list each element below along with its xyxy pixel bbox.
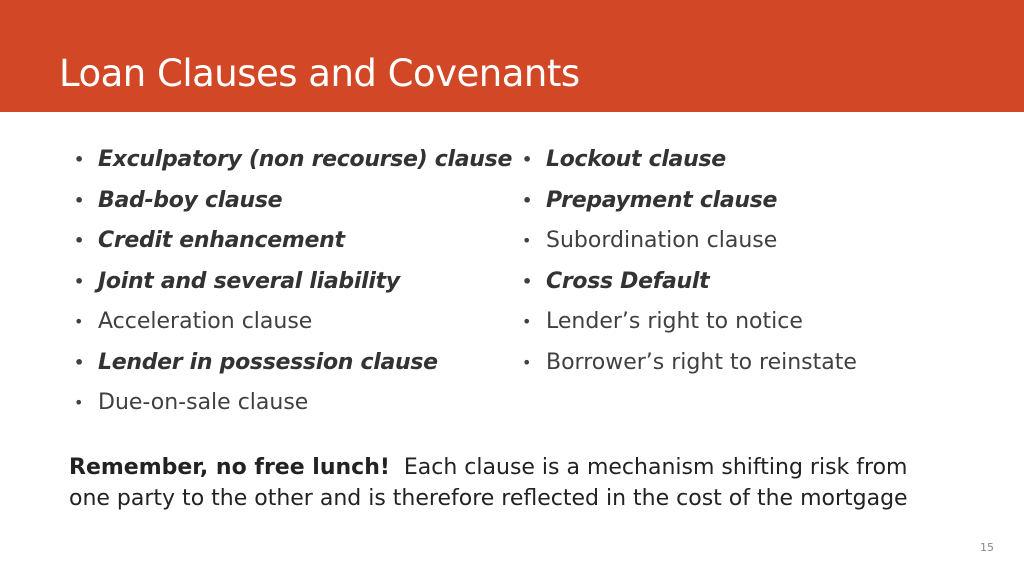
bullet-icon: • — [74, 352, 84, 372]
list-item — [74, 262, 514, 303]
list-item-text: Cross Default — [546, 268, 710, 294]
list-item-text: Due-on-sale clause — [98, 390, 309, 415]
bullet-icon: • — [522, 352, 532, 372]
list-item — [74, 140, 514, 181]
list-item-text: Acceleration clause — [98, 309, 313, 334]
list-item-text: Bad-boy clause — [98, 187, 283, 213]
list-item-text: Lockout clause — [546, 147, 726, 172]
bullet-icon: • — [522, 190, 532, 210]
list-item-text: Prepayment clause — [546, 187, 778, 213]
right-clause-list — [522, 140, 942, 383]
bullet-icon: • — [74, 190, 84, 210]
slide-title: Loan Clauses and Covenants — [59, 52, 580, 95]
list-item — [522, 343, 942, 384]
bullet-icon: • — [522, 312, 532, 331]
list-item — [74, 302, 514, 343]
bullet-icon: • — [74, 150, 84, 169]
left-clause-list — [74, 140, 514, 424]
list-item-text: Borrower’s right to reinstate — [546, 349, 857, 375]
list-item-text: Subordination clause — [546, 228, 778, 253]
bullet-icon: • — [522, 231, 532, 250]
bullet-icon: • — [522, 271, 532, 291]
bullet-icon: • — [74, 312, 84, 331]
list-item-text: Lender in possession clause — [98, 349, 438, 375]
list-item — [522, 262, 942, 303]
list-item-text: Lender’s right to notice — [546, 309, 803, 334]
title-banner — [0, 0, 1024, 112]
list-item — [74, 181, 514, 222]
list-item — [74, 343, 514, 384]
bullet-icon: • — [74, 393, 84, 412]
list-item-text: Credit enhancement — [98, 228, 345, 253]
bullet-icon: • — [522, 150, 532, 169]
list-item — [522, 221, 942, 262]
list-item-text: Joint and several liability — [98, 268, 400, 294]
takeaway-lead: Remember, no free lunch! — [69, 455, 390, 480]
list-item — [74, 221, 514, 262]
takeaway-note — [69, 452, 949, 514]
list-item — [522, 302, 942, 343]
bullet-icon: • — [74, 231, 84, 250]
page-number: 15 — [980, 541, 994, 554]
list-item-text: Exculpatory (non recourse) clause — [98, 147, 513, 172]
list-item — [522, 140, 942, 181]
list-item — [74, 383, 514, 424]
bullet-icon: • — [74, 271, 84, 291]
takeaway-body: Each clause is a mechanism shifting risk from one party to the other and is therefore reflected in the cost of the mortgage — [69, 455, 908, 511]
list-item — [522, 181, 942, 222]
